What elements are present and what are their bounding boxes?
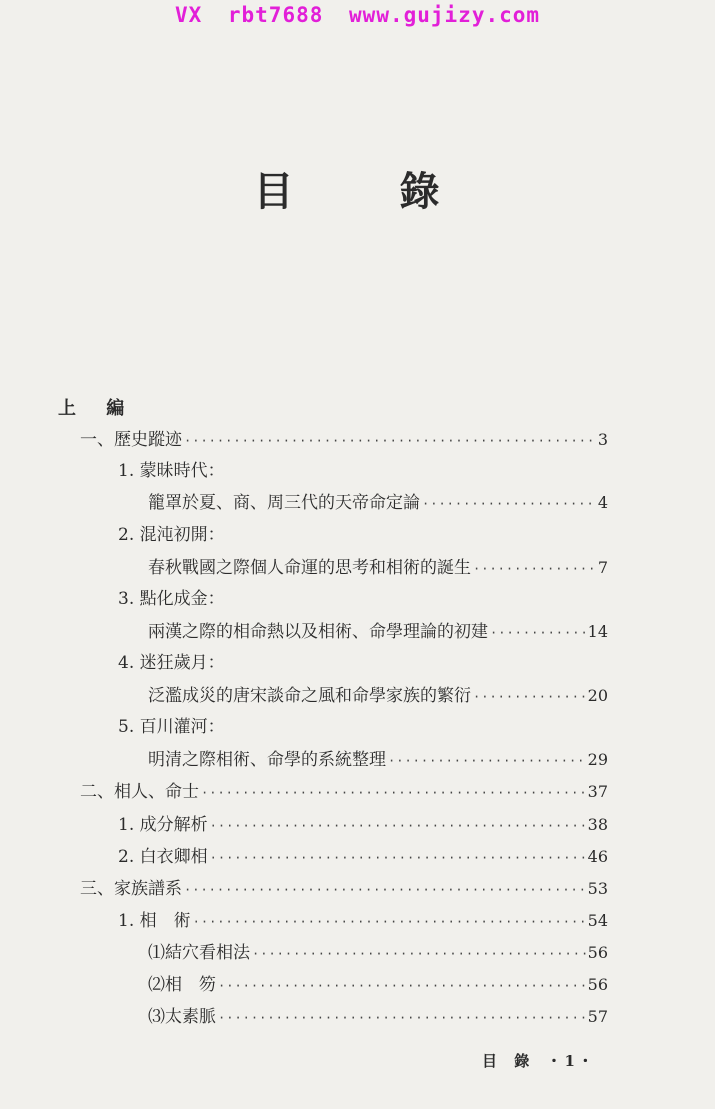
toc-entry-page: 20	[587, 686, 608, 705]
toc-entry-page: 53	[587, 879, 608, 898]
toc-entry	[148, 940, 608, 966]
toc-entry	[118, 908, 608, 934]
toc-entry	[148, 972, 608, 998]
leader-dots	[252, 941, 586, 967]
page-title: 目 錄	[253, 168, 486, 215]
watermark-text: VX rbt7688 www.gujizy.com	[174, 3, 541, 27]
toc-entry-page: 54	[587, 911, 608, 930]
leader-dots	[422, 491, 596, 517]
toc-entry-page: 3	[597, 430, 608, 449]
toc-entry-label: ⑶太素脈	[148, 1007, 216, 1027]
toc-entry	[148, 683, 608, 709]
toc-entry-label: 兩漢之際的相命熱以及相術、命學理論的初建	[148, 622, 488, 642]
toc-entry-label: 2. 白衣卿相	[118, 847, 208, 867]
toc-entry	[148, 747, 608, 773]
toc-entry-page: 29	[587, 750, 608, 769]
toc-entry-page: 46	[587, 847, 608, 866]
toc-entry-label: 三、家族譜系	[80, 879, 182, 899]
toc-entry-label: 二、相人、命士	[80, 782, 199, 802]
page-footer: 目 錄 ・1・	[482, 1052, 596, 1070]
toc-subheading: 4. 迷狂歲月：	[118, 653, 225, 673]
toc-entry	[148, 490, 608, 516]
toc-entry-label: 泛濫成災的唐宋談命之風和命學家族的繁衍	[148, 686, 471, 706]
leader-dots	[473, 684, 586, 710]
toc-entry	[118, 812, 608, 838]
toc-entry-label: 1. 成分解析	[118, 815, 208, 835]
toc-entry-page: 38	[587, 815, 608, 834]
leader-dots	[218, 1005, 586, 1031]
section-heading: 上 編	[58, 398, 137, 419]
toc-entry-label: 1. 相 術	[118, 911, 191, 931]
leader-dots	[388, 748, 586, 774]
toc-entry	[80, 876, 608, 902]
leader-dots	[218, 973, 586, 999]
leader-dots	[193, 909, 586, 935]
toc-entry-page: 37	[587, 782, 608, 801]
toc-entry-label: ⑴結穴看相法	[148, 943, 250, 963]
leader-dots	[210, 813, 586, 839]
toc-entry-label: 籠罩於夏、商、周三代的天帝命定論	[148, 493, 420, 513]
leader-dots	[490, 620, 586, 646]
toc-entry-label: 明清之際相術、命學的系統整理	[148, 750, 386, 770]
toc-entry-label: 一、歷史蹤迹	[80, 430, 182, 450]
toc-subheading: 2. 混沌初開：	[118, 525, 225, 545]
toc-entry-page: 7	[597, 558, 608, 577]
toc-subheading: 3. 點化成金：	[118, 589, 225, 609]
toc-entry	[148, 1004, 608, 1030]
toc-entry-page: 57	[587, 1007, 608, 1026]
leader-dots	[473, 556, 596, 582]
toc-entry-page: 4	[597, 493, 608, 512]
leader-dots	[201, 780, 586, 806]
leader-dots	[184, 877, 586, 903]
toc-entry-page: 56	[587, 943, 608, 962]
toc-entry-label: 春秋戰國之際個人命運的思考和相術的誕生	[148, 558, 471, 578]
leader-dots	[210, 845, 586, 871]
toc-subheading: 1. 蒙昧時代：	[118, 461, 225, 481]
toc-entry	[80, 779, 608, 805]
toc-subheading: 5. 百川灌河：	[118, 717, 225, 737]
toc-entry-label: ⑵相 笏	[148, 975, 216, 995]
leader-dots	[184, 428, 596, 454]
toc-entry	[80, 427, 608, 453]
toc-entry	[148, 619, 608, 645]
toc-entry	[118, 844, 608, 870]
toc-entry-page: 56	[587, 975, 608, 994]
toc-entry-page: 14	[587, 622, 608, 641]
toc-entry	[148, 555, 608, 581]
